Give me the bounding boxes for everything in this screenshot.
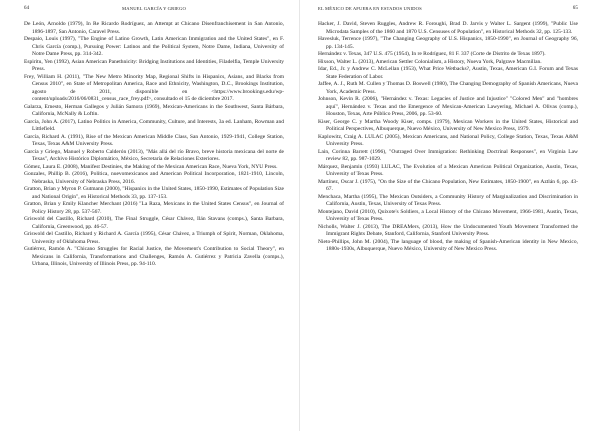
bibliography-entry: Kaplowitz, Craig A. LULAC (2005), Mexican Americans, and National Policy, College Station, Texas, Texas A&M University Press. (318, 133, 578, 147)
left-page-header (24, 6, 284, 18)
bibliography-list-left (24, 21, 284, 269)
bibliography-entry: Hernández v. Texas, 347 U.S. 475 (1954), In re Rodríguez, 81 F. 337 (Corte de Distrito de Texas 1897). (318, 51, 546, 57)
bibliography-entry: García, John A. (2017), Latino Politics in America, Community, Culture, and Interests, 3a ed. Lanham, Rowman and Littlefield. (24, 118, 284, 132)
right-page-header (318, 6, 578, 18)
bibliography-entry: García, Richard A. (1991), Rise of the Mexican American Middle Class, San Antonio, 1929-1941, College Station, Texas, Texas A&M University Press. (24, 133, 284, 147)
gutter-divider (299, 0, 300, 431)
bibliography-entry: Martínez, Oscar J. (1975), "On the Size of the Chicano Population, New Estimates, 1850-1900", en Aztlán 6, pp. 43-67. (318, 178, 578, 192)
bibliography-entry: Jaffee, A. J., Ruth M. Cullen y Thomas D. Boswell (1980), The Changing Demography of Spanish Americans, Nueva York, Academic Press. (318, 81, 578, 95)
page-number: 64 (24, 6, 30, 11)
bibliography-entry: Kiser, George C. y Martha Woody Kiser, comps. (1979), Mexican Workers in the United States, Historical and Political Perspectives, Albuquerque, Nuevo México, University of New Mexico Press, 1979. (318, 118, 578, 132)
bibliography-entry: Márquez, Benjamin (1993) LULAC, The Evolution of a Mexican American Political Organization, Austin, Texas, University of Texas Press. (318, 163, 578, 177)
bibliography-entry: De León, Arnoldo (1979), In Re Ricardo Rodríguez, an Attempt at Chicano Disenfranchisement in San Antonio, 1896-1897, San Antonio, Caravel Press. (24, 21, 284, 35)
bibliography-entry: Havesluk, Terrence (1997), "The Changing Geography of U.S. Hispanics, 1850-1990", en Journal of Geography 96, pp. 134-145. (318, 36, 578, 50)
bibliography-entry: Gutiérrez, Ramón A. "Chicano Struggles for Racial Justice, the Movement's Contribution to Social Theory", en Mexicans in California, Transformations and Challenges, Ramón A. Gutiérrez y Patricia Zavella (comps.), Urbana, Illinois, University of Illinois Press, pp. 94-110. (24, 246, 284, 267)
bibliography-entry: García y Griego, Manuel y Roberto Calderón (2013), "Más allá del río Bravo, breve historia mexicana del norte de Texas", Archivo Histórico Diplomático, México, Secretaría de Relaciones Exteriores. (24, 148, 284, 162)
page-number: 65 (572, 6, 578, 11)
bibliography-entry: Nieto-Phillips, John M. (2004), The language of blood, the making of Spanish-American identity in New Mexico, 1880s-1930s, Albuquerque, Nuevo México, University of New Mexico Press. (318, 238, 578, 252)
running-head: MANUEL GARCÍA Y GRIEGO (122, 6, 186, 11)
bibliography-entry: Menchaca, Martha (1995), The Mexican Outsiders, a Community History of Marginalization and Discrimination in California, Austin, Texas, University of Texas Press. (318, 193, 578, 207)
bibliography-entry: Gonzales, Phillip B. (2016), Política, nuevomexicanos and American Political Incorporation, 1821-1910, Lincoln, Nebraska, University of Nebraska Press, 2016. (24, 171, 284, 185)
bibliography-entry: Gómez, Laura E. (2008), Manifest Destinies, the Making of the Mexican American Race, Nueva York, NYU Press. (24, 163, 278, 170)
bibliography-list-right (318, 21, 578, 254)
bibliography-entry: Nicholls, Walter J. (2013), The DREAMers, (2013), How the Undocumented Youth Movement Transformed the Immigrant Rights Debate, Stanford, California, Stanford University Press. (318, 223, 578, 237)
bibliography-entry: Montejano, David (2010), Quixote's Soldiers, a Local History of the Chicano Movement, 1966-1981, Austin, Texas, University of Texas Press. (318, 208, 578, 222)
bibliography-entry: Espiritu, Yen (1992), Asian American Panethnicity: Bridging Institutions and Identities, Filadelfia, Temple University Press. (24, 58, 284, 72)
bibliography-entry: Hixson, Walter L. (2013), American Settler Colonialism, a History, Nueva York, Palgrave Macmillan. (318, 58, 542, 65)
bibliography-entry: Idar, Ed., Jr. y Andrew C. McLellan (1953), What Price Wetbacks?, Austin, Texas, American G.I. Forum and Texas State Federation of Labor. (318, 66, 578, 80)
bibliography-entry: Griswold del Castillo, Richard (2010), The Final Struggle, César Chávez, Ilán Stavans (comps.), Santa Barbara, California, Greenwood, pp. 46-57. (24, 216, 284, 230)
bibliography-entry: Lain, Corinna Barrett (1996), "Outraged Over Immigration: Rethinking Doctrinal Responses", en Virginia Law review 82, pp. 987-1029. (318, 148, 578, 162)
bibliography-entry: Despaio, Louis (1997), "The Engine of Latino Growth, Latin American Immigration and the United States", en F. Chris García (comp.), Pursuing Power: Latinos and the Political System, Notre Dame, Indiana, University of Notre Dame Press, pp. 314-342. (24, 36, 284, 57)
bibliography-entry: Johnson, Kevin R. (2006), "Hernández v. Texas: Legacies of Justice and Injustice" "Colored Men" and "hombres aquí", Hernández v. Texas and the Emergence of Mexican-American Lawyering, Michael A. Olivas (comp.), Houston, Texas, Arte Público Press, 2006, pp. 53-60. (318, 96, 578, 117)
bibliography-entry: Frey, William H. (2011), "The New Metro Minority Map, Regional Shifts in Hispanics, Asians, and Blacks from Census 2010", en State of Metropolitan America, Race and Ethnicity, Washington, D.C., Brookings Institution, agosto de 2011, disponible en <https://www.brookings.edu/wp-content/uploads/2016/06/0831_census_race_frey.pdf>, consultado el 15 de diciembre 2017. (24, 73, 284, 102)
left-page (24, 0, 284, 431)
running-head: EL MÉXICO DE AFUERA EN ESTADOS UNIDOS (318, 6, 422, 11)
bibliography-entry: Galarza, Ernesto, Herman Gallegos y Julián Samora (1969), Mexican-Americans in the Southwest, Santa Bárbara, California, McNally & Loftin. (24, 103, 284, 117)
bibliography-entry: Gratton, Brian y Myron P. Gutmann (2000), "Hispanics in the United States, 1850-1990, Estimates of Population Size and National Origin", en Historical Methods 33, pp. 137-153. (24, 186, 284, 200)
bibliography-entry: Gratton, Brian y Emily Klancher Merchant (2016) "La Raza, Mexicans in the United States Census", en Journal of Policy History 28, pp. 537-567. (24, 201, 284, 215)
bibliography-entry: Hacker, J. David, Steven Ruggles, Andrew R. Foroughi, Brad D. Jarvis y Walter L. Sargent (1999), "Public Use Microdata Samples of the 1860 and 1870 U.S. Censuses of Population", en Historical Methods 32, pp. 125-133. (318, 21, 578, 35)
bibliography-entry: Griswold del Castillo, Richard y Richard A. García (1995), César Chávez, a Triumph of Spirit, Norman, Oklahoma, University of Oklahoma Press. (24, 231, 284, 245)
right-page (318, 0, 578, 431)
